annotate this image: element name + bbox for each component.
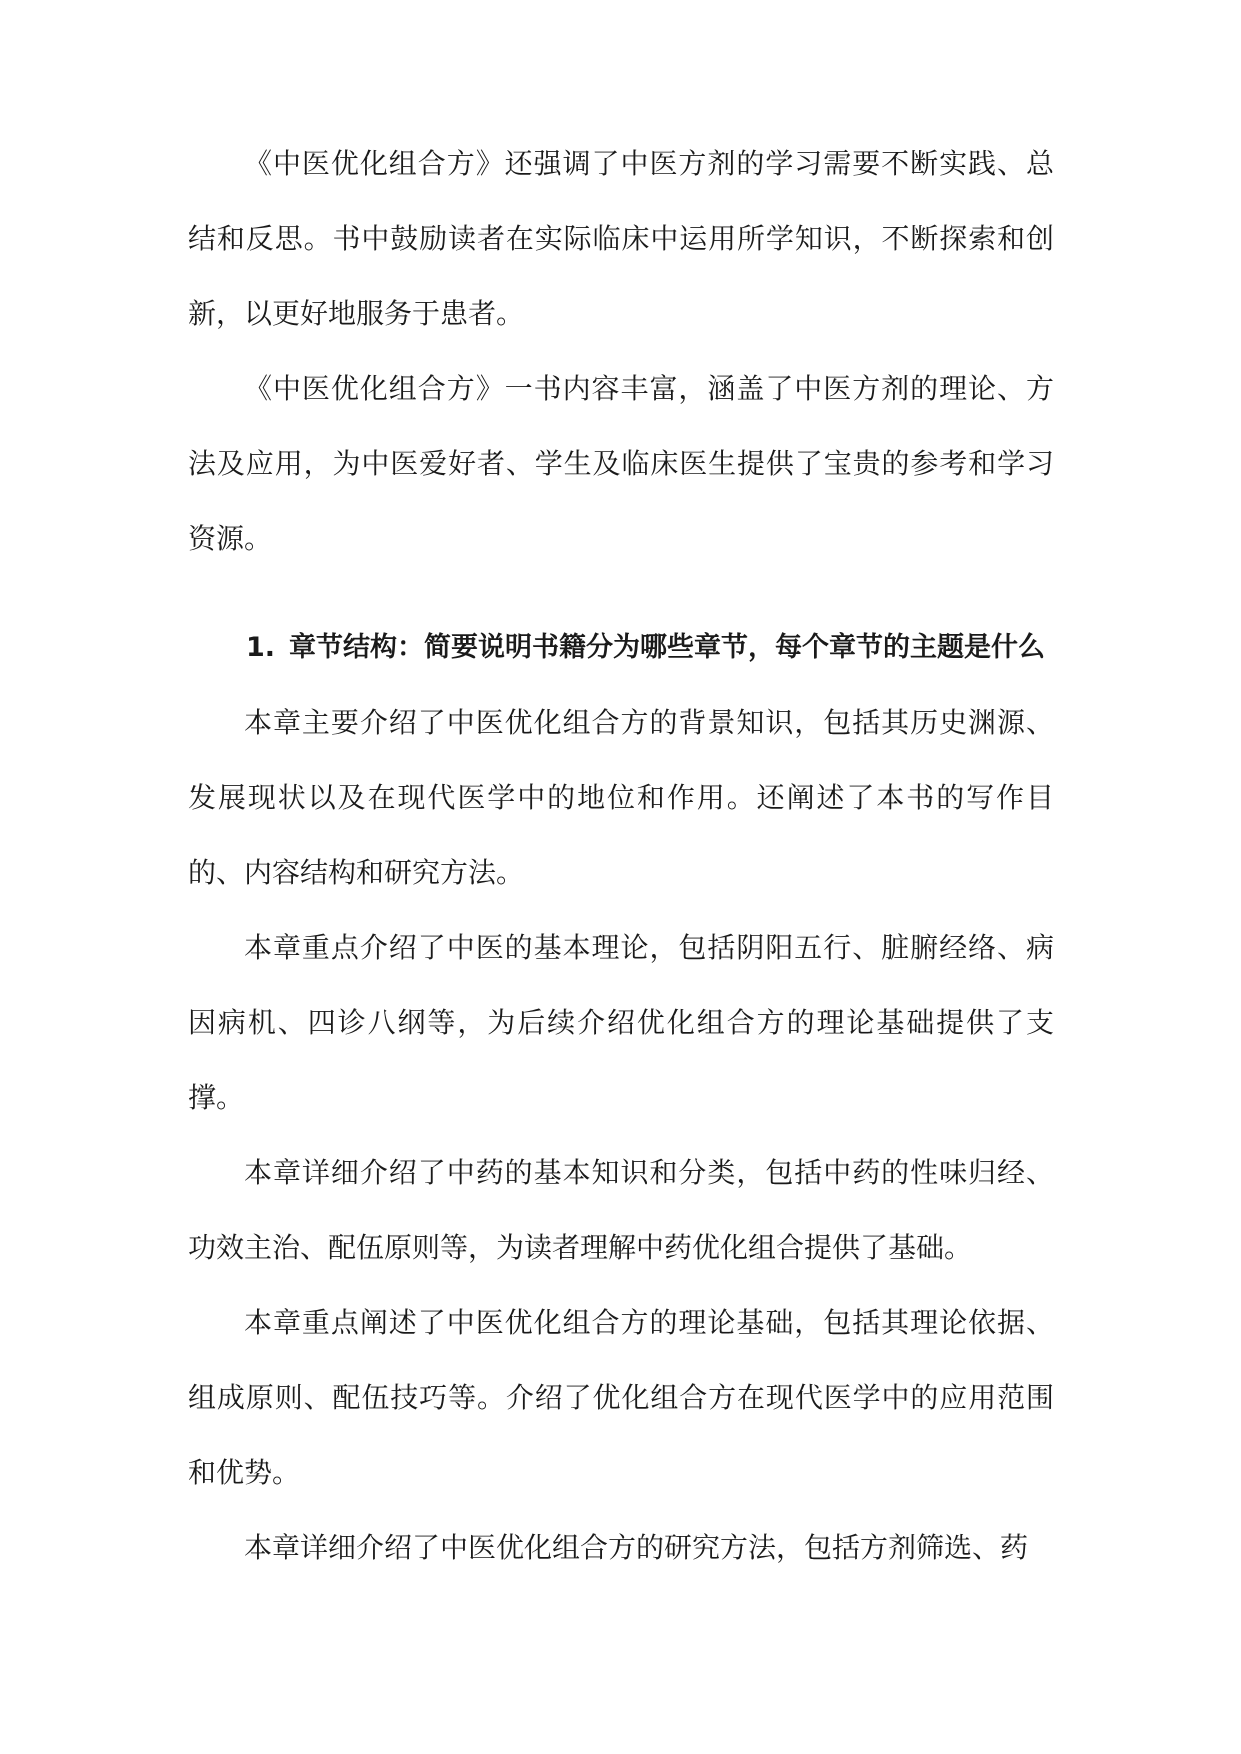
section-number: 1. xyxy=(246,632,276,663)
paragraph-intro-2: 《中医优化组合方》一书内容丰富，涵盖了中医方剂的理论、方法及应用，为中医爱好者、学生及临床医生提供了宝贵的参考和学习资源。 xyxy=(188,372,1054,555)
section-title: 章节结构：简要说明书籍分为哪些章节，每个章节的主题是什么 xyxy=(289,632,1046,663)
section-heading xyxy=(188,610,1054,685)
paragraph-intro-1: 《中医优化组合方》还强调了中医方剂的学习需要不断实践、总结和反思。书中鼓励读者在实际临床中运用所学知识，不断探索和创新，以更好地服务于患者。 xyxy=(188,147,1054,330)
paragraph-chapter-3: 本章详细介绍了中药的基本知识和分类，包括中药的性味归经、功效主治、配伍原则等，为读者理解中药优化组合提供了基础。 xyxy=(188,1156,1054,1264)
paragraph-chapter-2: 本章重点介绍了中医的基本理论，包括阴阳五行、脏腑经络、病因病机、四诊八纲等，为后续介绍优化组合方的理论基础提供了支撑。 xyxy=(188,931,1054,1114)
document-body xyxy=(188,126,1054,1585)
paragraph-chapter-5: 本章详细介绍了中医优化组合方的研究方法，包括方剂筛选、药 xyxy=(244,1531,1029,1564)
paragraph-chapter-4: 本章重点阐述了中医优化组合方的理论基础，包括其理论依据、组成原则、配伍技巧等。介绍了优化组合方在现代医学中的应用范围和优势。 xyxy=(188,1306,1054,1489)
paragraph-chapter-1: 本章主要介绍了中医优化组合方的背景知识，包括其历史渊源、发展现状以及在现代医学中的地位和作用。还阐述了本书的写作目的、内容结构和研究方法。 xyxy=(188,706,1054,889)
